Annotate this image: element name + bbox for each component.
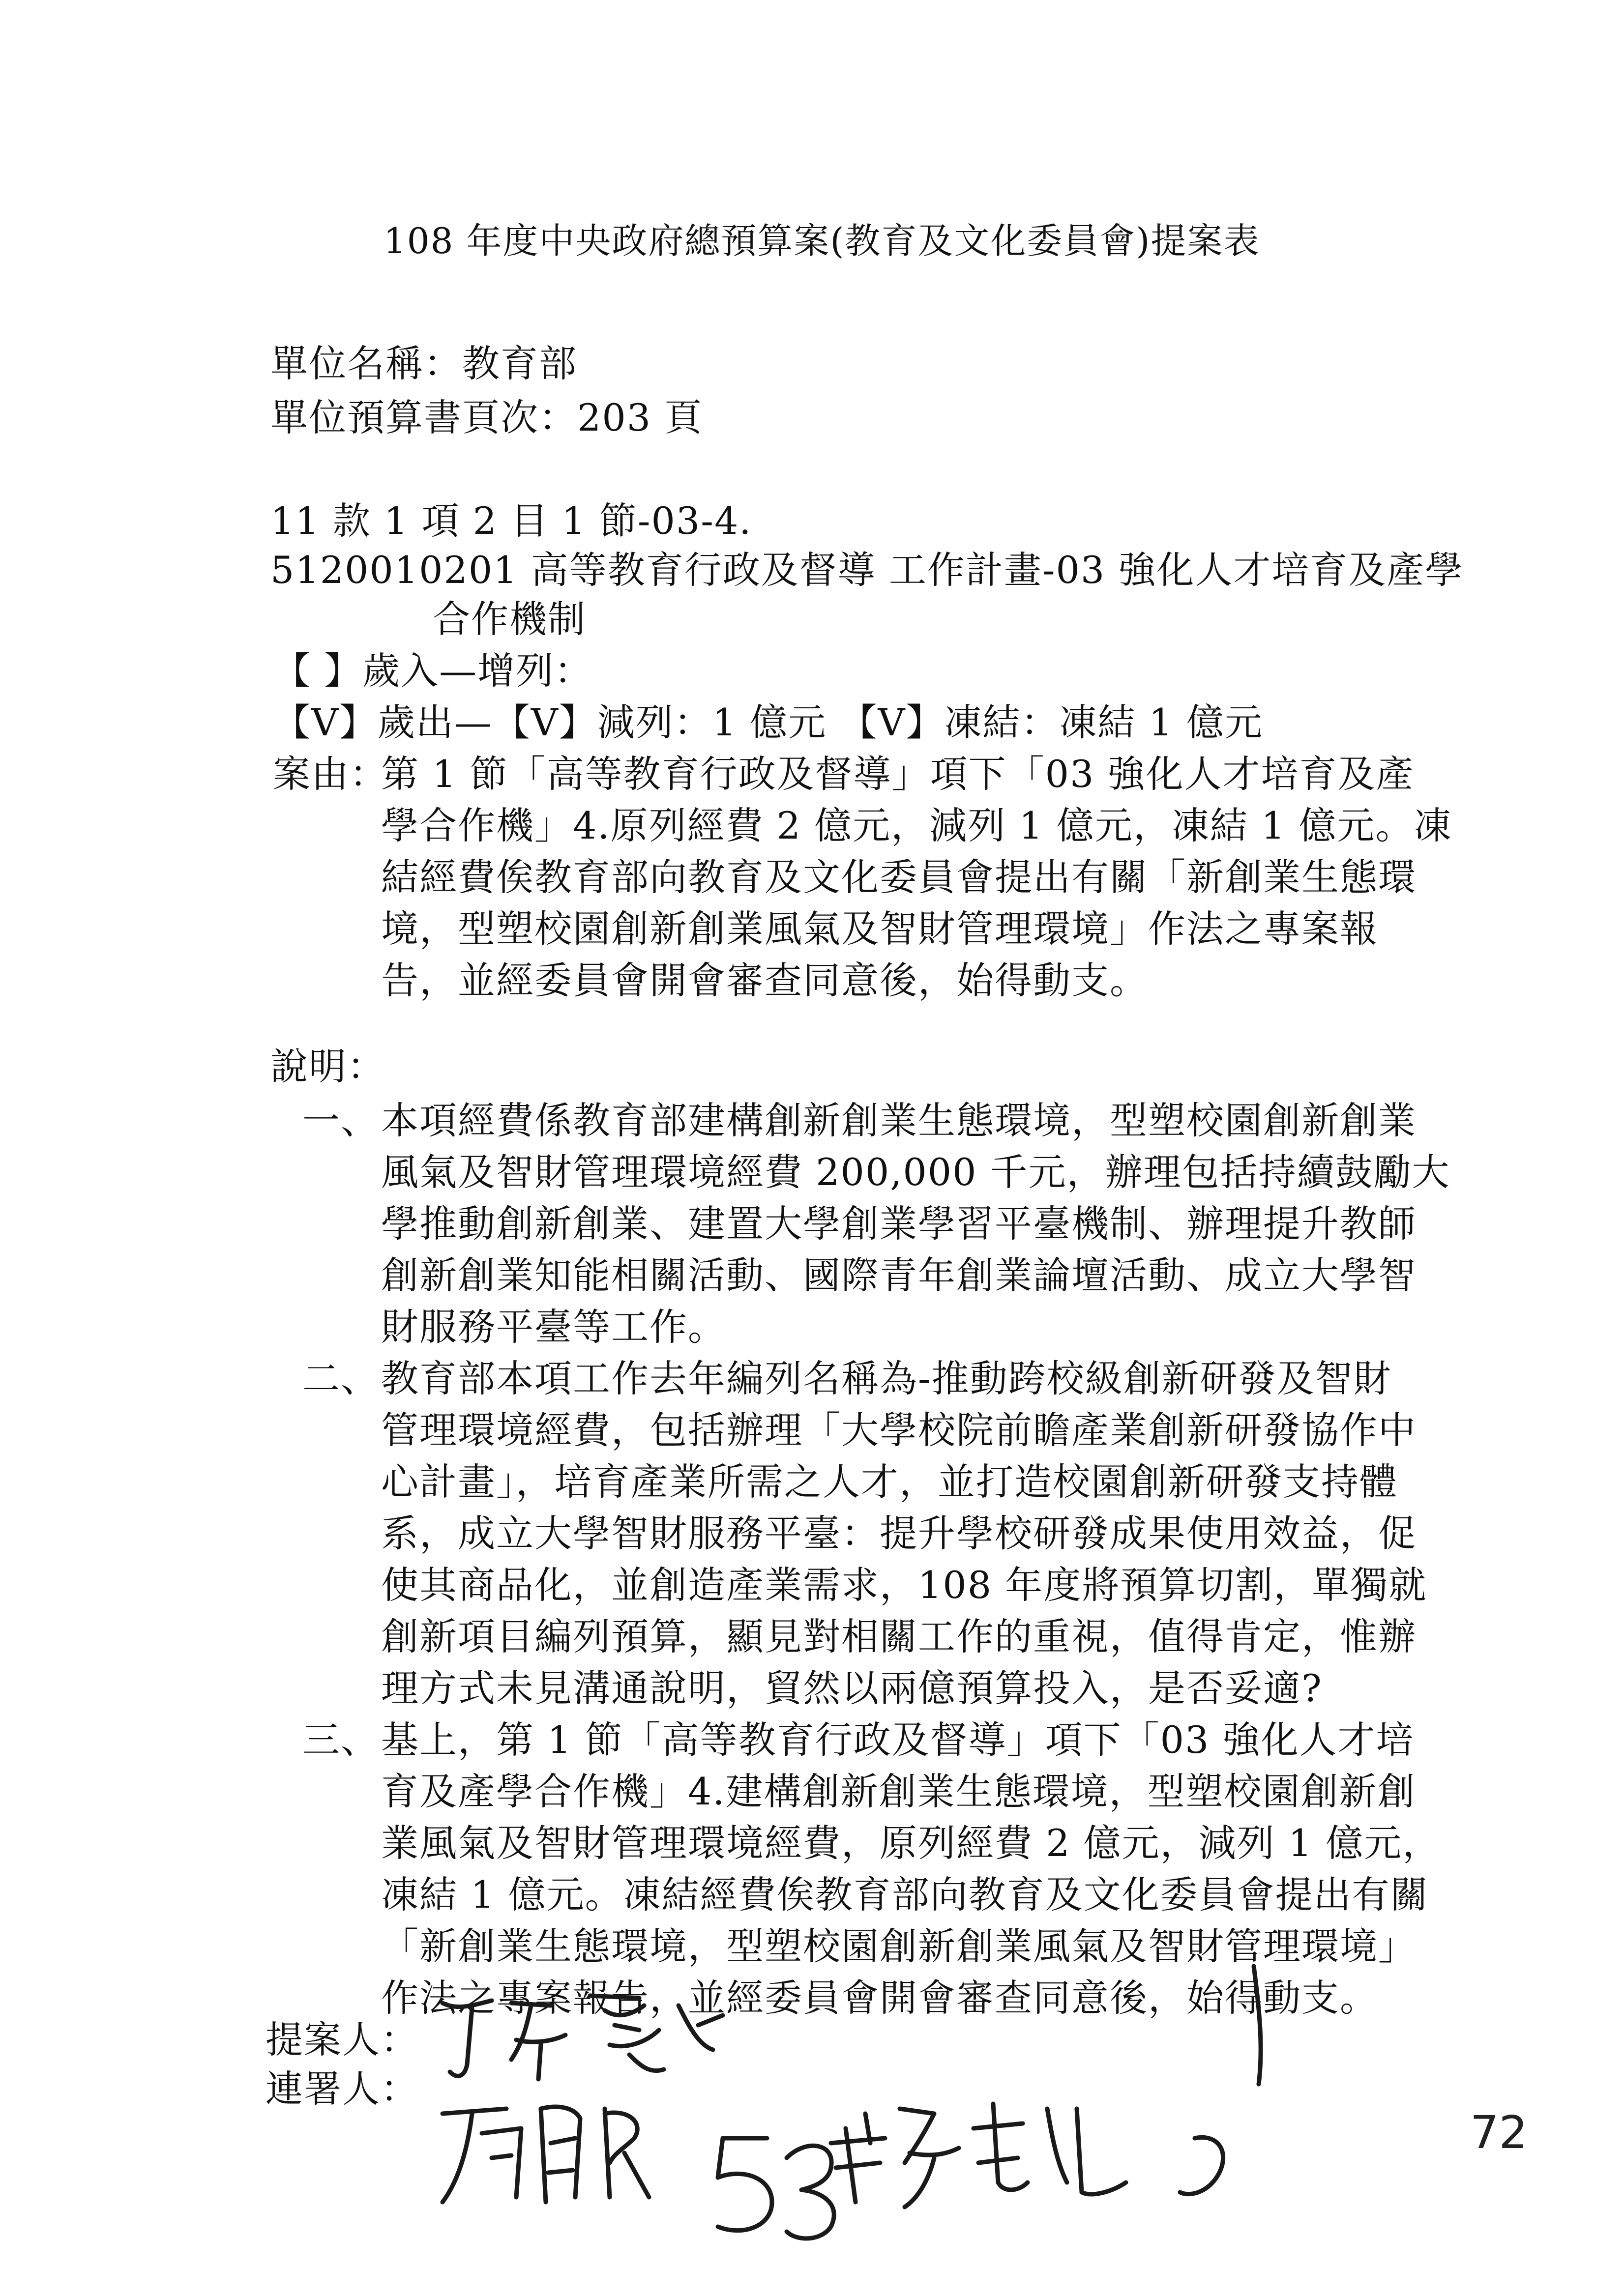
cosigner-label: 連署人：: [266, 2067, 419, 2111]
item-line: 凍結 1 億元。凍結經費俟教育部向教育及文化委員會提出有關: [381, 1873, 1429, 1917]
reason-line: 第 1 節「高等教育行政及督導」項下「03 強化人才培育及產: [381, 752, 1415, 796]
item-number: 一、: [302, 1099, 379, 1142]
reason-line: 境，型塑校園創新創業風氣及智財管理環境」作法之專案報: [381, 907, 1378, 951]
document-title: 108 年度中央政府總預算案(教育及文化委員會)提案表: [384, 220, 1260, 262]
unit-name-label: 單位名稱：: [270, 342, 462, 385]
item-line: 教育部本項工作去年編列名稱為-推動跨校級創新研發及智財: [381, 1357, 1392, 1400]
page-number: 72: [1470, 2106, 1528, 2159]
unit-page: 203 頁: [577, 396, 703, 439]
proposer-label: 提案人：: [266, 2018, 419, 2062]
unit-name: 教育部: [462, 342, 577, 385]
item-number: 二、: [302, 1357, 379, 1400]
item-line: 學推動創新創業、建置大學創業學習平臺機制、辦理提升教師: [381, 1202, 1417, 1246]
reason-line: 告，並經委員會開會審查同意後，始得動支。: [381, 959, 1148, 1002]
unit-page-label: 單位預算書頁次：: [270, 396, 577, 439]
item-line: 風氣及智財管理環境經費 200,000 千元，辦理包括持續鼓勵大: [381, 1150, 1450, 1194]
item-title-line1: 5120010201 高等教育行政及督導 工作計畫-03 強化人才培育及產學: [270, 548, 1464, 592]
item-line: 心計畫」，培育產業所需之人才，並打造校園創新研發支持體: [381, 1460, 1398, 1504]
item-line: 「新創業生態環境，型塑校園創新創業風氣及智財管理環境」: [381, 1924, 1417, 1968]
cosigner-signature-1: [443, 2107, 649, 2202]
item-line: 系，成立大學智財服務平臺：提升學校研發成果使用效益，促: [381, 1511, 1417, 1555]
reason-line: 結經費俟教育部向教育及文化委員會提出有關「新創業生態環: [381, 855, 1417, 899]
item-line: 理方式未見溝通說明，貿然以兩億預算投入，是否妥適?: [381, 1666, 1323, 1710]
item-title-line2: 合作機制: [433, 597, 586, 641]
explanation-label: 說明：: [270, 1045, 385, 1088]
proposer-signature: [443, 1996, 723, 2079]
item-line: 使其商品化，並創造產業需求，108 年度將預算切割，單獨就: [381, 1563, 1427, 1607]
item-line: 管理環境經費，包括辦理「大學校院前瞻產業創新研發協作中: [381, 1408, 1417, 1452]
reason-line: 學合作機」4.原列經費 2 億元，減列 1 億元，凍結 1 億元。凍: [381, 804, 1452, 847]
item-line: 作法之專案報告，並經委員會開會審查同意後，始得動支。: [381, 1976, 1378, 2020]
handwritten-number: [718, 2138, 834, 2238]
item-line: 育及產學合作機」4.建構創新創業生態環境，型塑校園創新創: [381, 1770, 1416, 1813]
revenue-line: 【 】歲入—增列：: [273, 649, 593, 693]
cosigner-signature-2: [831, 1966, 1261, 2207]
item-line: 財服務平臺等工作。: [381, 1305, 726, 1349]
item-number: 三、: [302, 1718, 379, 1762]
reason-label: 案由：: [273, 752, 388, 796]
item-line: 創新創業知能相關活動、國際青年創業論壇活動、成立大學智: [381, 1253, 1417, 1297]
item-line: 本項經費係教育部建構創新創業生態環境，型塑校園創新創業: [381, 1099, 1417, 1142]
item-line: 創新項目編列預算，顯見對相關工作的重視，值得肯定，惟辦: [381, 1615, 1417, 1658]
item-line: 業風氣及智財管理環境經費，原列經費 2 億元，減列 1 億元，: [381, 1821, 1441, 1865]
item-line: 基上，第 1 節「高等教育行政及督導」項下「03 強化人才培: [381, 1718, 1415, 1762]
item-code: 11 款 1 項 2 目 1 節-03-4.: [270, 499, 752, 543]
expense-line: 【V】歲出—【V】減列：1 億元 【V】凍結：凍結 1 億元: [273, 700, 1263, 744]
